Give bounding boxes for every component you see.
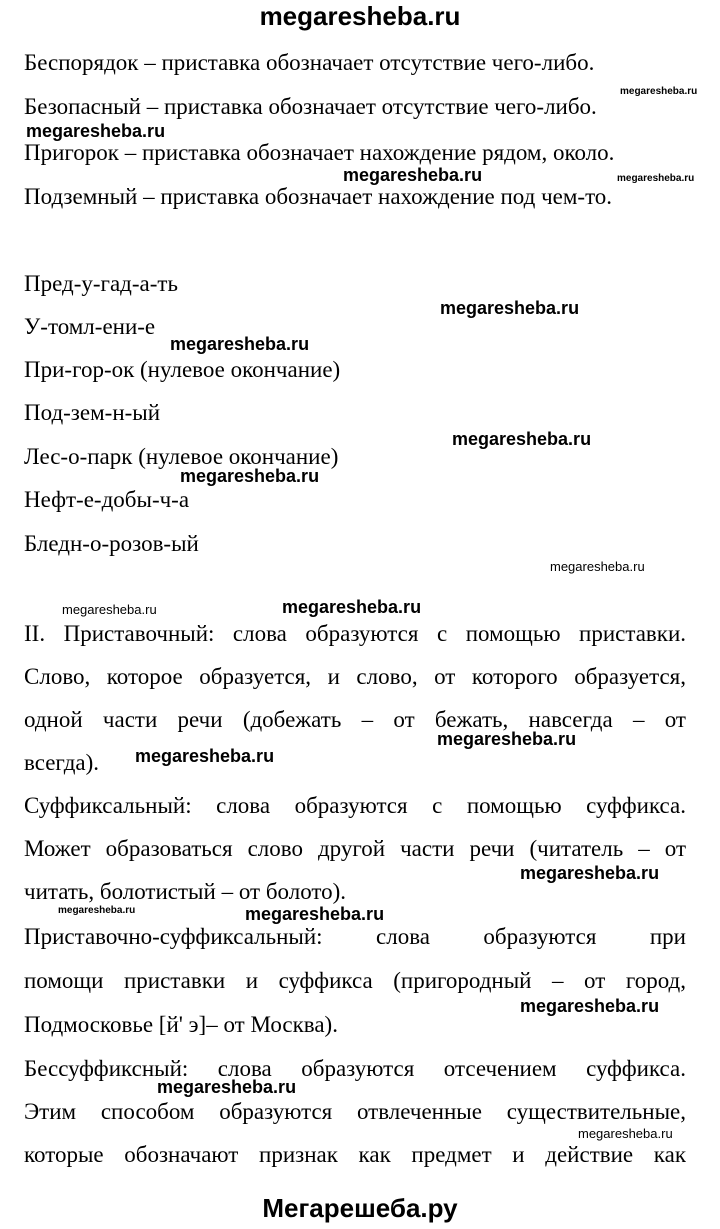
text-line: Суффиксальный: слова образуются с помощью суффикса. bbox=[24, 793, 686, 818]
text-line: помощи приставки и суффикса (пригородный – от город, bbox=[24, 968, 686, 993]
watermark: megaresheba.ru bbox=[135, 746, 275, 766]
watermark: megaresheba.ru bbox=[170, 334, 310, 354]
text-line: Этим способом образуются отвлеченные существительные, bbox=[24, 1099, 686, 1124]
morpheme-line: Бледн-о-розов-ый bbox=[24, 531, 199, 556]
watermark: megaresheba.ru bbox=[180, 466, 320, 486]
text-line: Бессуффиксный: слова образуются отсечением суффикса. bbox=[24, 1056, 686, 1081]
morpheme-line: У-томл-ени-е bbox=[24, 314, 156, 339]
text-line: читать, болотистый – от болото). bbox=[24, 879, 347, 904]
text-line: Подмосковье [й' э]– от Москва). bbox=[24, 1012, 338, 1037]
text-line: Может образоваться слово другой части речи (читатель – от bbox=[24, 836, 686, 861]
watermark: megaresheba.ru bbox=[452, 429, 592, 449]
text-line: всегда). bbox=[24, 750, 100, 775]
watermark: megaresheba.ru bbox=[157, 1077, 297, 1097]
watermark: megaresheba.ru bbox=[620, 86, 698, 97]
morpheme-line: Лес-о-парк (нулевое окончание) bbox=[24, 444, 339, 469]
text-line: Беспорядок – приставка обозначает отсутствие чего-либо. bbox=[24, 50, 595, 75]
text-line: II. Приставочный: слова образуются с помощью приставки. bbox=[24, 621, 686, 646]
watermark: megaresheba.ru bbox=[62, 602, 157, 617]
text-line: Пригорок – приставка обозначает нахождение рядом, около. bbox=[24, 140, 615, 165]
text-line: Приставочно-суффиксальный: слова образуются при bbox=[24, 924, 686, 949]
watermark: megaresheba.ru bbox=[437, 729, 577, 749]
watermark: megaresheba.ru bbox=[578, 1126, 673, 1141]
watermark: megaresheba.ru bbox=[245, 904, 385, 924]
morpheme-line: Под-зем-н-ый bbox=[24, 400, 161, 425]
morpheme-line: При-гор-ок (нулевое окончание) bbox=[24, 357, 341, 382]
site-header[interactable]: megaresheba.ru bbox=[259, 1, 461, 31]
morpheme-line: Нефт-е-добы-ч-а bbox=[24, 487, 190, 512]
text-line: Безопасный – приставка обозначает отсутствие чего-либо. bbox=[24, 94, 597, 119]
watermark: megaresheba.ru bbox=[343, 165, 483, 185]
text-line: Слово, которое образуется, и слово, от которого образуется, bbox=[24, 664, 686, 689]
site-footer[interactable]: Мегарешеба.ру bbox=[262, 1193, 458, 1223]
watermark: megaresheba.ru bbox=[440, 298, 580, 318]
watermark: megaresheba.ru bbox=[520, 863, 660, 883]
text-line: Подземный – приставка обозначает нахождение под чем-то. bbox=[24, 184, 613, 209]
watermark: megaresheba.ru bbox=[58, 905, 136, 916]
watermark: megaresheba.ru bbox=[617, 173, 695, 184]
watermark: megaresheba.ru bbox=[550, 559, 645, 574]
text-line: которые обозначают признак как предмет и действие как bbox=[24, 1142, 686, 1167]
watermark: megaresheba.ru bbox=[520, 996, 660, 1016]
watermark: megaresheba.ru bbox=[26, 121, 166, 141]
watermark: megaresheba.ru bbox=[282, 597, 422, 617]
morpheme-line: Пред-у-гад-а-ть bbox=[24, 271, 178, 296]
text-line: одной части речи (добежать – от бежать, навсегда – от bbox=[24, 707, 686, 732]
